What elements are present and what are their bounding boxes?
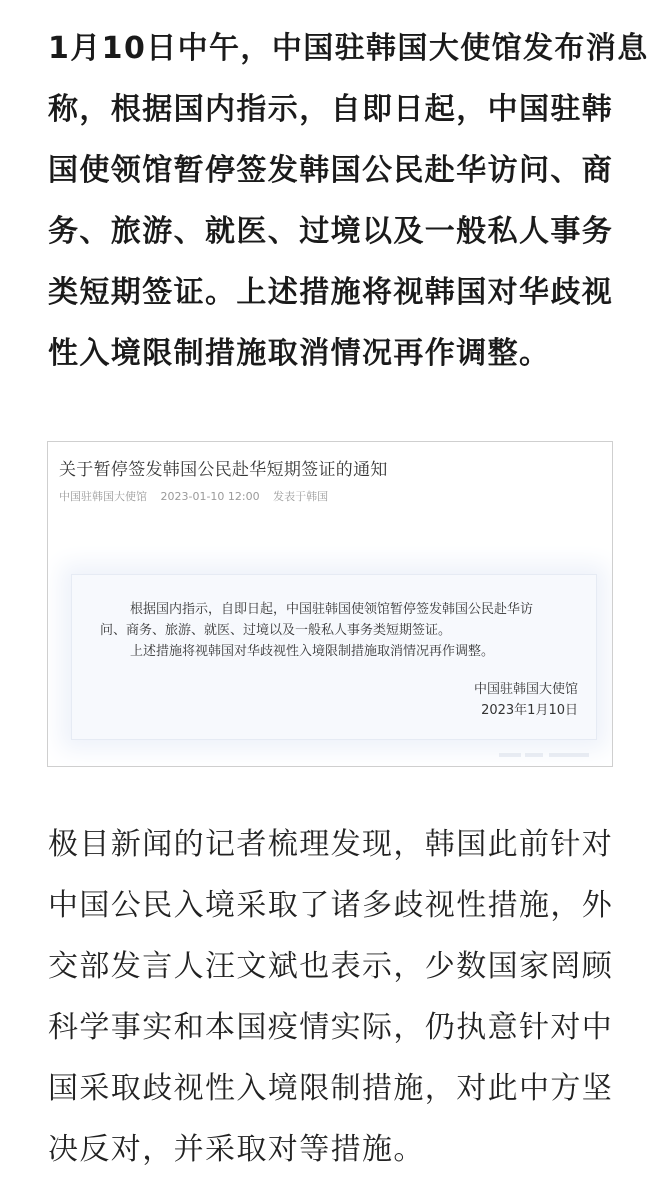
notice-title: 关于暂停签发韩国公民赴华短期签证的通知 — [59, 460, 388, 480]
notice-body-line: 问、商务、旅游、就医、过境以及一般私人事务类短期签证。 — [100, 623, 452, 638]
notice-datetime: 2023-01-10 12:00 — [160, 490, 260, 503]
notice-signature-org: 中国驻韩国大使馆 — [473, 682, 578, 697]
paragraph-line: 中国公民入境采取了诸多歧视性措施，外 — [48, 888, 614, 923]
notice-screenshot — [47, 441, 613, 767]
paragraph-line: 决反对，并采取对等措施。 — [48, 1132, 425, 1167]
notice-frame — [57, 446, 603, 766]
body-paragraph — [48, 814, 620, 1180]
paragraph-line: 国采取歧视性入境限制措施，对此中方坚 — [48, 1071, 614, 1106]
notice-card — [71, 574, 597, 740]
notice-signature-date: 2023年1月10日 — [481, 703, 578, 718]
paragraph-line: 交部发言人汪文斌也表示，少数国家罔顾 — [48, 949, 614, 984]
lead-paragraph — [48, 18, 649, 384]
paragraph-line: 极目新闻的记者梳理发现，韩国此前针对 — [48, 827, 614, 862]
notice-meta — [59, 488, 338, 504]
paragraph-line: 称，根据国内指示，自即日起，中国驻韩 — [48, 92, 614, 127]
notice-location: 发表于韩国 — [273, 490, 329, 503]
notice-body-line: 根据国内指示，自即日起，中国驻韩国使领馆暂停签发韩国公民赴华访 — [130, 602, 534, 617]
notice-body-line: 上述措施将视韩国对华歧视性入境限制措施取消情况再作调整。 — [130, 644, 495, 659]
notice-author: 中国驻韩国大使馆 — [59, 490, 147, 503]
paragraph-line: 科学事实和本国疫情实际，仍执意针对中 — [48, 1010, 614, 1045]
paragraph-line: 1月10日中午，中国驻韩国大使馆发布消息 — [48, 31, 649, 66]
paragraph-line: 国使领馆暂停签发韩国公民赴华访问、商 — [48, 153, 614, 188]
watermark-icon — [499, 750, 589, 760]
paragraph-line: 性入境限制措施取消情况再作调整。 — [48, 336, 551, 371]
notice-signature — [474, 679, 578, 721]
paragraph-line: 务、旅游、就医、过境以及一般私人事务 — [48, 214, 614, 249]
paragraph-line: 类短期签证。上述措施将视韩国对华歧视 — [48, 275, 614, 310]
notice-body — [100, 599, 580, 662]
